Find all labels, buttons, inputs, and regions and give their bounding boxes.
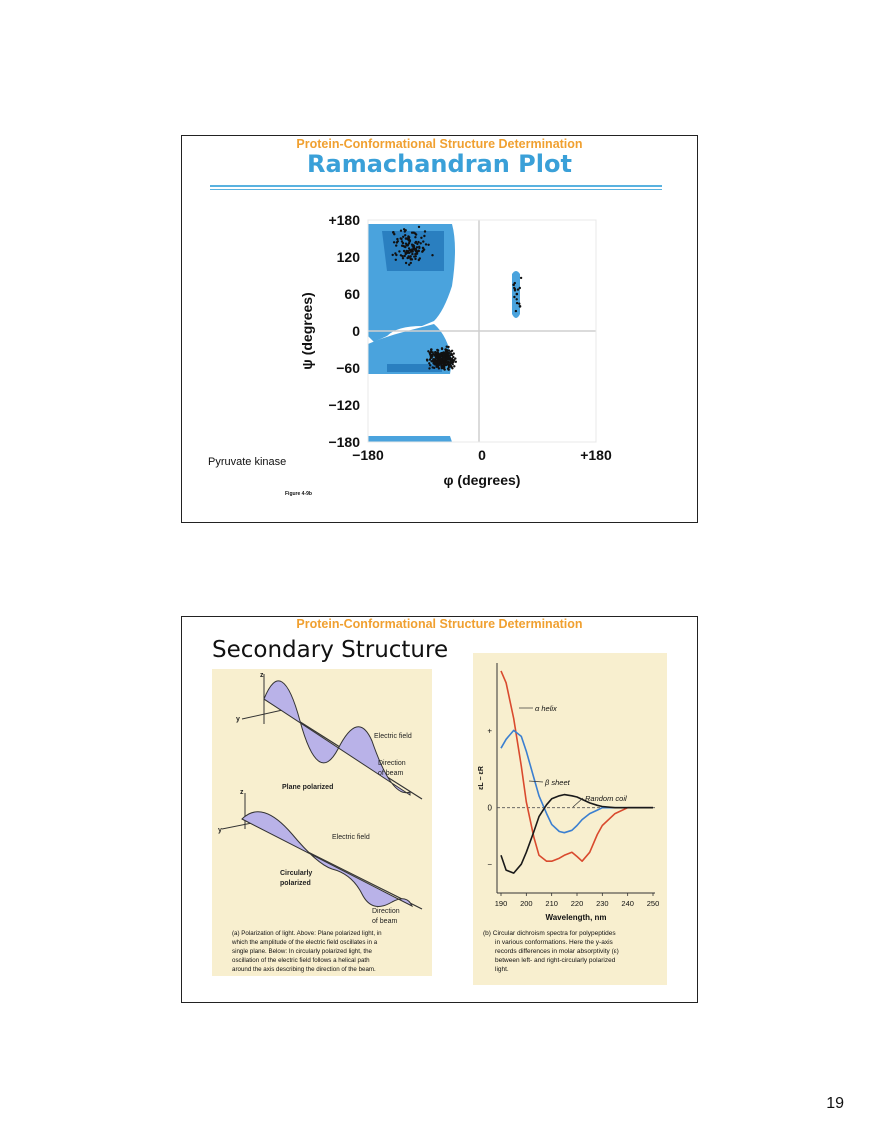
rama-point-alpha <box>437 355 439 357</box>
slide-title: Ramachandran Plot <box>307 150 572 178</box>
rama-point-alpha <box>429 358 431 360</box>
rama-point-beta <box>405 229 407 231</box>
rama-point-beta <box>397 240 399 242</box>
rama-point-beta <box>415 233 417 235</box>
cd-series-label: α helix <box>535 704 557 713</box>
rama-y-ticks <box>328 212 360 450</box>
rama-point-alpha <box>448 358 450 360</box>
rama-point-alpha <box>426 359 428 361</box>
rama-point-beta <box>416 243 418 245</box>
slide-ramachandran <box>181 135 698 523</box>
rama-point-beta <box>404 245 406 247</box>
rama-x-label: φ (degrees) <box>443 472 521 488</box>
slide-supertitle: Protein-Conformational Structure Determination <box>296 137 583 151</box>
rama-point-beta <box>431 254 433 256</box>
page-number: 19 <box>826 1095 844 1112</box>
rama-point-alpha <box>452 356 454 358</box>
slide-supertitle: Protein-Conformational Structure Determination <box>296 617 583 631</box>
electric-field-label-bottom: Electric field <box>332 834 370 841</box>
rama-point-beta <box>418 226 420 228</box>
rama-point-beta <box>395 259 397 261</box>
cd-label-leader <box>529 781 543 782</box>
rama-point-beta <box>408 252 410 254</box>
rama-x-tick: −180 <box>352 447 384 463</box>
cd-label-leader <box>573 798 583 807</box>
rama-point-beta <box>410 262 412 264</box>
rama-point <box>446 361 449 364</box>
rama-point-beta <box>402 257 404 259</box>
rama-point-beta <box>401 245 403 247</box>
rama-point-alpha <box>435 355 437 357</box>
rama-point-alpha <box>440 359 442 361</box>
rama-point-beta <box>400 230 402 232</box>
rama-point-beta <box>423 248 425 250</box>
rama-point-alpha <box>437 363 439 365</box>
rama-point-alpha <box>428 362 430 364</box>
rama-point-beta <box>410 249 412 251</box>
rama-point-alpha <box>447 352 449 354</box>
cd-line-α-helix <box>501 671 653 861</box>
rama-point-beta <box>400 238 402 240</box>
cd-line-random-coil <box>501 795 653 874</box>
rama-point-alpha <box>431 356 433 358</box>
caption-b-3: records differences in molar absorptivity (ε) <box>495 948 619 955</box>
caption-a-5: around the axis describing the direction of the beam. <box>232 966 376 973</box>
rama-point <box>440 354 443 357</box>
rama-y-tick: 120 <box>336 249 360 265</box>
rama-point-left-handed <box>519 287 521 289</box>
rama-point-left-handed <box>516 302 518 304</box>
rama-point-beta <box>423 235 425 237</box>
cd-x-tick: 230 <box>596 899 609 908</box>
rama-x-tick: +180 <box>580 447 612 463</box>
direction-label-top-1: Direction <box>378 760 406 767</box>
rama-point-alpha <box>441 347 443 349</box>
direction-label-bottom-1: Direction <box>372 908 400 915</box>
rama-point-beta <box>404 255 406 257</box>
rama-point-alpha <box>451 354 453 356</box>
rama-point-left-handed <box>518 303 520 305</box>
rama-point <box>436 351 439 354</box>
y-label-top: y <box>236 716 240 723</box>
rama-point-alpha <box>440 352 442 354</box>
rama-point-beta <box>413 255 415 257</box>
cd-y-tick: + <box>487 726 492 736</box>
rama-point-beta <box>408 242 410 244</box>
z-label-bottom: z <box>240 789 244 796</box>
polarization-diagram <box>212 669 432 976</box>
rama-allowed-regions <box>368 224 520 442</box>
rama-y-tick: 60 <box>344 286 360 302</box>
caption-b-2: in various conformations. Here the y-axis <box>495 939 613 946</box>
rama-point <box>417 250 420 253</box>
rama-point-alpha <box>455 361 457 363</box>
rama-point-beta <box>402 236 404 238</box>
direction-label-top-2: of beam <box>378 770 404 777</box>
bottom-region <box>368 436 452 442</box>
rama-point-beta <box>408 236 410 238</box>
circularly-label-2: polarized <box>280 880 311 887</box>
rama-point-alpha <box>435 366 437 368</box>
rama-point-beta <box>411 253 413 255</box>
rama-point-beta <box>403 250 405 252</box>
rama-point-beta <box>407 244 409 246</box>
rama-point-beta <box>396 238 398 240</box>
rama-y-label: ψ (degrees) <box>299 292 315 370</box>
cd-y-tick: − <box>487 860 492 870</box>
rama-point-alpha <box>441 362 443 364</box>
caption-pyruvate-kinase: Pyruvate kinase <box>208 456 287 468</box>
rama-y-tick: −120 <box>328 397 360 413</box>
rama-point-beta <box>401 255 403 257</box>
cd-x-tick: 190 <box>494 899 508 908</box>
caption-b-4: between left- and right-circularly polarized <box>495 957 616 964</box>
rama-point-left-handed <box>515 310 517 312</box>
cd-y-tick: 0 <box>487 803 492 813</box>
cd-spectra-figure <box>473 653 667 985</box>
cd-x-ticks <box>495 893 660 908</box>
rama-point-alpha <box>453 365 455 367</box>
rama-point-beta <box>398 250 400 252</box>
cd-spectra-chart <box>473 653 667 985</box>
rama-point <box>392 231 395 234</box>
rama-point-alpha <box>446 349 448 351</box>
rama-point-beta <box>418 259 420 261</box>
rama-point-alpha <box>444 362 446 364</box>
caption-b-1: (b) Circular dichroism spectra for polypeptides <box>483 930 616 937</box>
rama-point-left-handed <box>513 296 515 298</box>
figure-label: Figure 4-9b <box>285 491 312 497</box>
rama-y-tick: −180 <box>328 434 360 450</box>
rama-point-beta <box>420 242 422 244</box>
rama-point-alpha <box>452 361 454 363</box>
rama-point-alpha <box>443 354 445 356</box>
cd-series-labels <box>519 704 627 807</box>
rama-point-beta <box>422 240 424 242</box>
rama-point-left-handed <box>514 289 516 291</box>
rama-point-beta <box>408 264 410 266</box>
rama-y-tick: 0 <box>352 323 360 339</box>
rama-point-alpha <box>432 366 434 368</box>
rama-point-left-handed <box>520 277 522 279</box>
rama-point-beta <box>392 254 394 256</box>
rama-point-left-handed <box>517 288 519 290</box>
caption-a-2: which the amplitude of the electric field oscillates in a <box>232 939 378 946</box>
rama-point-beta <box>418 246 420 248</box>
rama-point-alpha <box>447 346 449 348</box>
cd-x-tick: 200 <box>520 899 533 908</box>
rama-point-alpha <box>447 368 449 370</box>
rama-point-left-handed <box>516 298 518 300</box>
rama-point-beta <box>404 234 406 236</box>
cd-y-label: εL − εR <box>478 766 485 790</box>
rama-point-beta <box>407 255 409 257</box>
rama-point-beta <box>421 251 423 253</box>
slide-secondary-structure <box>181 616 698 1003</box>
cd-x-tick: 250 <box>646 899 660 908</box>
caption-a-4: oscillation of the electric field follows a helical path <box>232 957 370 964</box>
caption-b-5: light. <box>495 966 509 973</box>
slide-title: Secondary Structure <box>212 637 449 663</box>
polarization-figure <box>212 669 432 976</box>
rama-point-beta <box>416 252 418 254</box>
rama-point-alpha <box>447 363 449 365</box>
caption-a-1: (a) Polarization of light. Above: Plane polarized light, in <box>232 930 382 937</box>
direction-label-bottom-2: of beam <box>372 918 398 925</box>
rama-y-tick: +180 <box>328 212 360 228</box>
rama-point-beta <box>405 262 407 264</box>
rama-point <box>516 293 519 296</box>
rama-y-tick: −60 <box>336 360 360 376</box>
cd-x-tick: 240 <box>621 899 634 908</box>
rama-point-beta <box>395 244 397 246</box>
rama-point-alpha <box>437 349 439 351</box>
rama-point-alpha <box>431 354 433 356</box>
rama-point <box>430 348 433 351</box>
rama-point-beta <box>395 254 397 256</box>
cd-series-label: β sheet <box>545 778 570 787</box>
rama-point-beta <box>414 236 416 238</box>
rama-point-beta <box>413 245 415 247</box>
cd-x-tick: 210 <box>545 899 558 908</box>
rama-point-beta <box>415 250 417 252</box>
rama-point-beta <box>408 239 410 241</box>
rama-point <box>405 237 408 240</box>
rama-point-alpha <box>441 366 443 368</box>
rama-point-alpha <box>437 358 439 360</box>
rama-point <box>443 357 446 360</box>
plane-polarized-label: Plane polarized <box>282 784 334 791</box>
rama-x-ticks <box>352 447 612 463</box>
rama-point-beta <box>393 241 395 243</box>
rama-point-alpha <box>450 351 452 353</box>
rama-point <box>512 283 515 286</box>
rama-point-beta <box>402 242 404 244</box>
cd-series <box>497 671 655 873</box>
rama-point-beta <box>425 243 427 245</box>
rama-point-beta <box>414 258 416 260</box>
z-label-top: z <box>260 672 264 679</box>
rama-point-alpha <box>428 367 430 369</box>
cd-series-label: Random coil <box>585 794 627 803</box>
caption-a-3: single plane. Below: In circularly polarized light, the <box>232 948 372 955</box>
rama-point-beta <box>413 232 415 234</box>
cd-y-ticks <box>487 726 492 869</box>
rama-point-alpha <box>451 367 453 369</box>
rama-point-alpha <box>449 354 451 356</box>
circularly-label-1: Circularly <box>280 870 313 877</box>
rama-point-beta <box>424 230 426 232</box>
y-label-bottom: y <box>218 827 222 834</box>
rama-x-tick: 0 <box>478 447 486 463</box>
rama-point <box>519 305 522 308</box>
cd-x-tick: 220 <box>570 899 584 908</box>
rama-point-beta <box>420 237 422 239</box>
rama-point-beta <box>427 244 429 246</box>
cd-x-label: Wavelength, nm <box>545 913 607 922</box>
electric-field-label-top: Electric field <box>374 733 412 740</box>
